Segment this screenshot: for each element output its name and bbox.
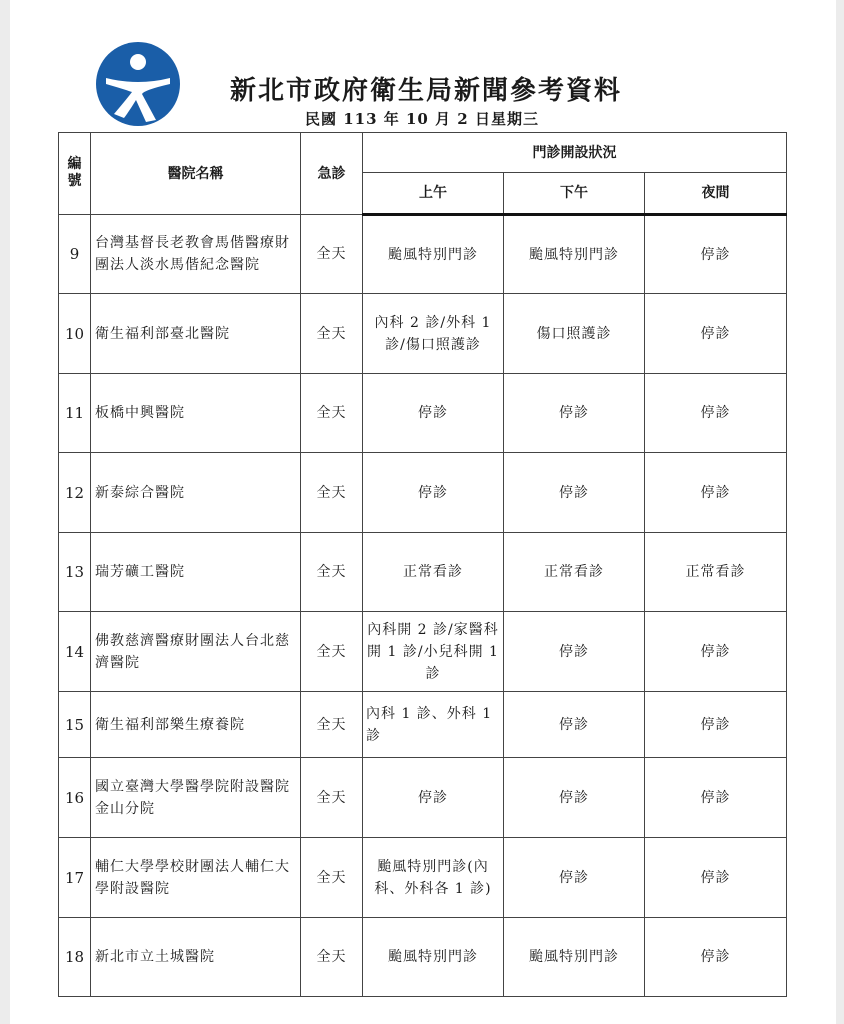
row-number: 17 [59, 838, 91, 918]
night-status: 停診 [645, 215, 787, 294]
emergency-status: 全天 [301, 758, 363, 838]
table-row [59, 692, 787, 758]
afternoon-status: 停診 [504, 453, 645, 533]
hospital-name: 衛生福利部樂生療養院 [91, 692, 301, 758]
row-number: 18 [59, 918, 91, 997]
table-row [59, 294, 787, 374]
table-header-row [59, 133, 787, 173]
emergency-status: 全天 [301, 692, 363, 758]
morning-status: 停診 [363, 758, 504, 838]
afternoon-status: 正常看診 [504, 533, 645, 612]
afternoon-status: 停診 [504, 692, 645, 758]
table-row [59, 758, 787, 838]
afternoon-status: 停診 [504, 374, 645, 453]
morning-status: 颱風特別門診 [363, 918, 504, 997]
morning-status: 內科開 2 診/家醫科開 1 診/小兒科開 1 診 [363, 612, 504, 692]
hospital-name: 衛生福利部臺北醫院 [91, 294, 301, 374]
hospital-name: 新北市立土城醫院 [91, 918, 301, 997]
emergency-status: 全天 [301, 215, 363, 294]
table-row [59, 215, 787, 294]
afternoon-status: 颱風特別門診 [504, 918, 645, 997]
morning-status: 內科 2 診/外科 1 診/傷口照護診 [363, 294, 504, 374]
hospital-name: 佛教慈濟醫療財團法人台北慈濟醫院 [91, 612, 301, 692]
morning-status: 正常看診 [363, 533, 504, 612]
emergency-status: 全天 [301, 838, 363, 918]
table-row [59, 453, 787, 533]
header-afternoon: 下午 [504, 173, 645, 215]
emergency-status: 全天 [301, 294, 363, 374]
night-status: 停診 [645, 374, 787, 453]
document-title: 新北市政府衛生局新聞參考資料 [230, 76, 623, 106]
night-status: 停診 [645, 838, 787, 918]
row-number: 12 [59, 453, 91, 533]
emergency-status: 全天 [301, 918, 363, 997]
night-status: 停診 [645, 294, 787, 374]
night-status: 停診 [645, 453, 787, 533]
document-date: 民國 113 年 10 月 2 日星期三 [305, 110, 539, 128]
row-number: 10 [59, 294, 91, 374]
night-status: 正常看診 [645, 533, 787, 612]
row-number: 16 [59, 758, 91, 838]
emergency-status: 全天 [301, 533, 363, 612]
night-status: 停診 [645, 612, 787, 692]
afternoon-status: 停診 [504, 612, 645, 692]
afternoon-status: 停診 [504, 758, 645, 838]
header-night: 夜間 [645, 173, 787, 215]
row-number: 11 [59, 374, 91, 453]
row-number: 9 [59, 215, 91, 294]
hospital-name: 瑞芳礦工醫院 [91, 533, 301, 612]
table-row [59, 918, 787, 997]
header-number: 編號 [59, 133, 91, 215]
new-taipei-city-logo [96, 42, 180, 126]
morning-status: 颱風特別門診(內科、外科各 1 診) [363, 838, 504, 918]
hospital-name: 新泰綜合醫院 [91, 453, 301, 533]
table-row [59, 374, 787, 453]
night-status: 停診 [645, 692, 787, 758]
afternoon-status: 停診 [504, 838, 645, 918]
morning-status: 內科 1 診、外科 1 診 [363, 692, 504, 758]
hospital-name: 台灣基督長老教會馬偕醫療財團法人淡水馬偕紀念醫院 [91, 215, 301, 294]
header-outpatient-status: 門診開設狀況 [363, 133, 787, 173]
night-status: 停診 [645, 918, 787, 997]
hospital-name: 輔仁大學學校財團法人輔仁大學附設醫院 [91, 838, 301, 918]
emergency-status: 全天 [301, 612, 363, 692]
morning-status: 停診 [363, 374, 504, 453]
emergency-status: 全天 [301, 374, 363, 453]
hospital-name: 國立臺灣大學醫學院附設醫院金山分院 [91, 758, 301, 838]
night-status: 停診 [645, 758, 787, 838]
morning-status: 停診 [363, 453, 504, 533]
afternoon-status: 颱風特別門診 [504, 215, 645, 294]
table-row [59, 533, 787, 612]
afternoon-status: 傷口照護診 [504, 294, 645, 374]
table-row [59, 838, 787, 918]
header-morning: 上午 [363, 173, 504, 215]
emergency-status: 全天 [301, 453, 363, 533]
header-emergency: 急診 [301, 133, 363, 215]
row-number: 13 [59, 533, 91, 612]
row-number: 15 [59, 692, 91, 758]
hospital-name: 板橋中興醫院 [91, 374, 301, 453]
outpatient-status-table [58, 132, 787, 997]
row-number: 14 [59, 612, 91, 692]
header-hospital-name: 醫院名稱 [91, 133, 301, 215]
morning-status: 颱風特別門診 [363, 215, 504, 294]
table-row [59, 612, 787, 692]
